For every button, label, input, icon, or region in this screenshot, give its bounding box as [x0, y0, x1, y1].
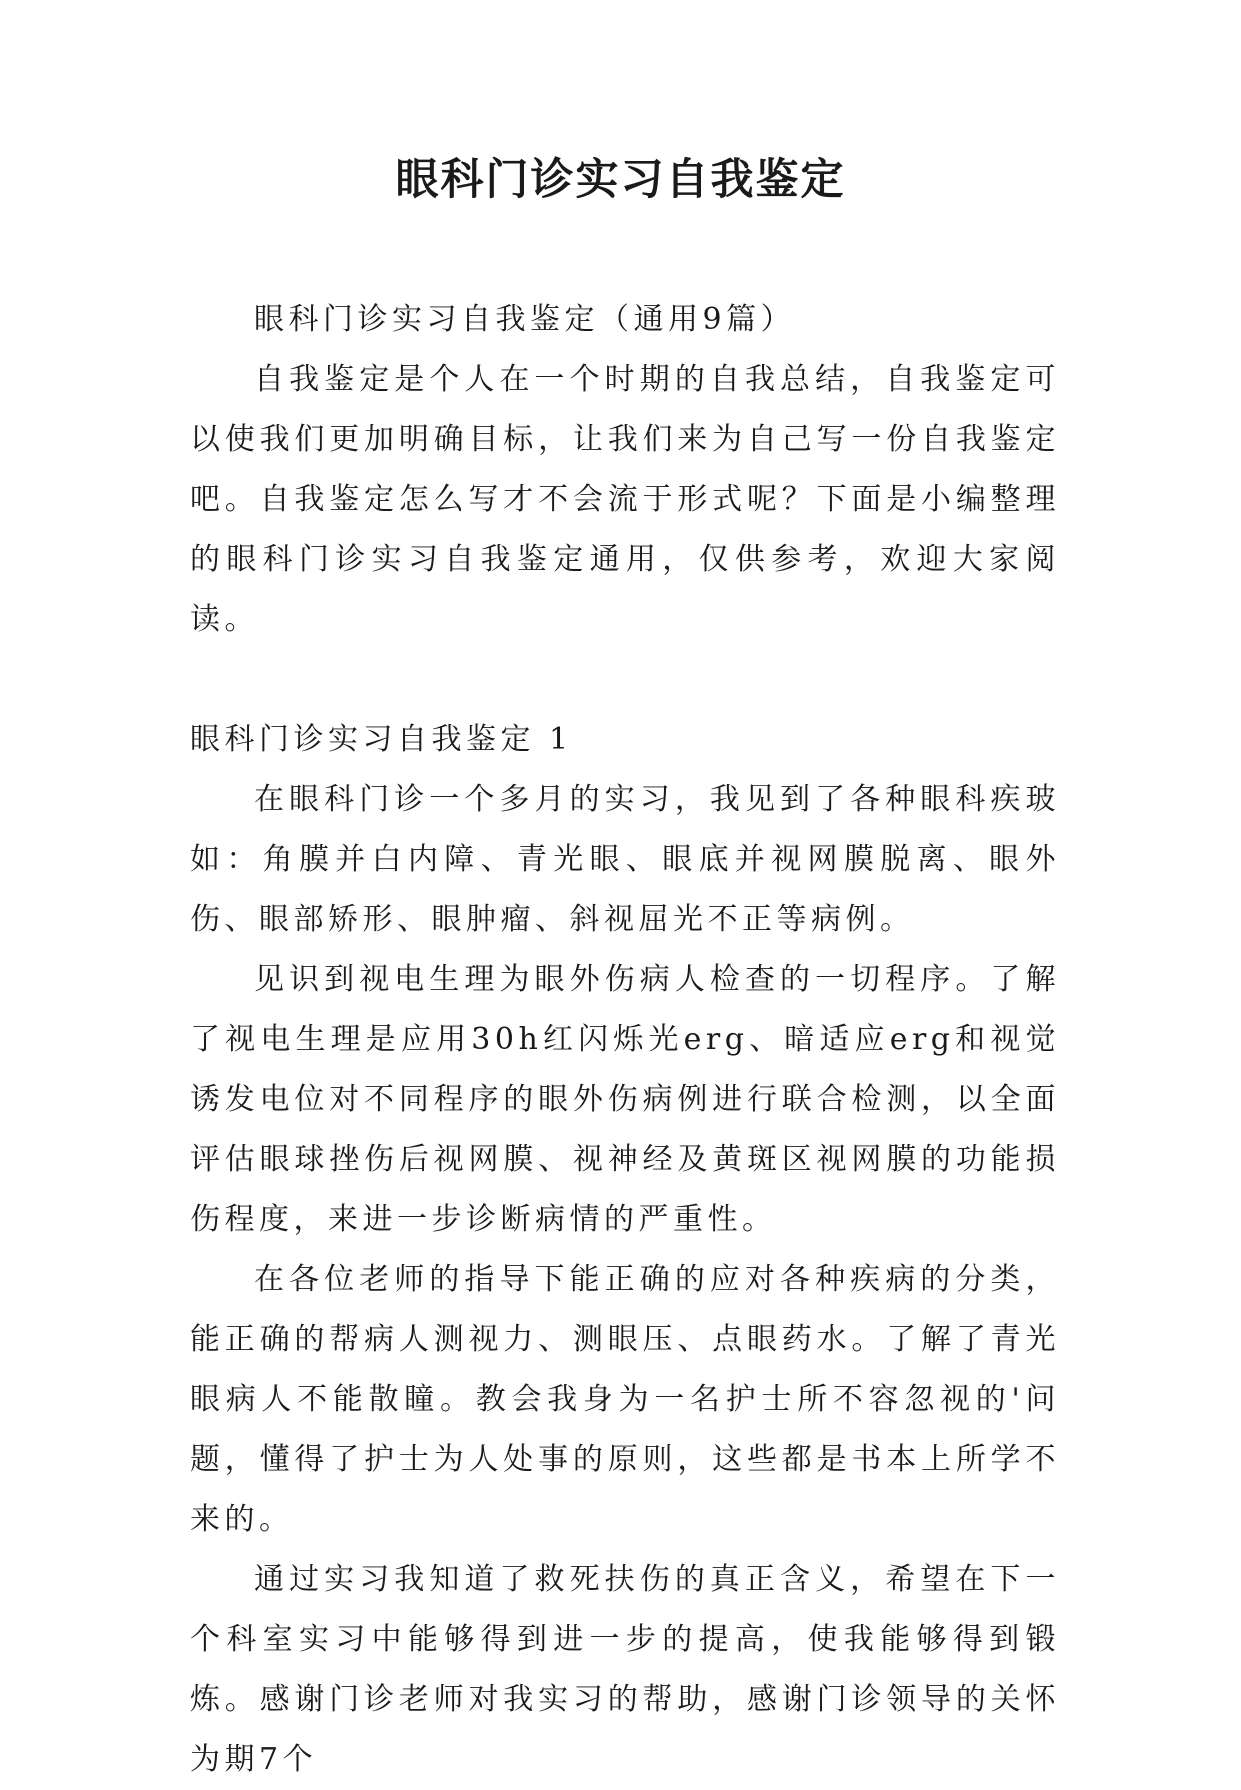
body-paragraph: 在眼科门诊一个多月的实习，我见到了各种眼科疾玻如：角膜并白内障、青光眼、眼底并视网膜脱离、眼外伤、眼部矫形、眼肿瘤、斜视屈光不正等病例。 [190, 782, 1060, 937]
body-paragraph: 在各位老师的指导下能正确的应对各种疾病的分类，能正确的帮病人测视力、测眼压、点眼药水。了解了青光眼病人不能散瞳。教会我身为一名护士所不容忽视的'问题，懂得了护士为人处事的原则，这些都是书本上所学不来的。 [190, 1262, 1060, 1537]
body-paragraph: 通过实习我知道了救死扶伤的真正含义，希望在下一个科室实习中能够得到进一步的提高，使我能够得到锻炼。感谢门诊老师对我实习的帮助，感谢门诊领导的关怀为期7个 [190, 1562, 1060, 1777]
section-spacer [190, 650, 1060, 710]
document-subtitle: 眼科门诊实习自我鉴定（通用9篇） [254, 302, 796, 337]
section-heading: 眼科门诊实习自我鉴定 1 [190, 722, 573, 757]
intro-paragraph: 自我鉴定是个人在一个时期的自我总结，自我鉴定可以使我们更加明确目标，让我们来为自己写一份自我鉴定吧。自我鉴定怎么写才不会流于形式呢？下面是小编整理的眼科门诊实习自我鉴定通用，仅供参考，欢迎大家阅读。 [190, 362, 1060, 637]
document-title: 眼科门诊实习自我鉴定 [395, 155, 846, 205]
document-body [190, 290, 1060, 1790]
body-paragraph: 见识到视电生理为眼外伤病人检查的一切程序。了解了视电生理是应用30h红闪烁光erg、暗适应erg和视觉诱发电位对不同程序的眼外伤病例进行联合检测，以全面评估眼球挫伤后视网膜、视神经及黄斑区视网膜的功能损伤程度，来进一步诊断病情的严重性。 [190, 962, 1060, 1237]
